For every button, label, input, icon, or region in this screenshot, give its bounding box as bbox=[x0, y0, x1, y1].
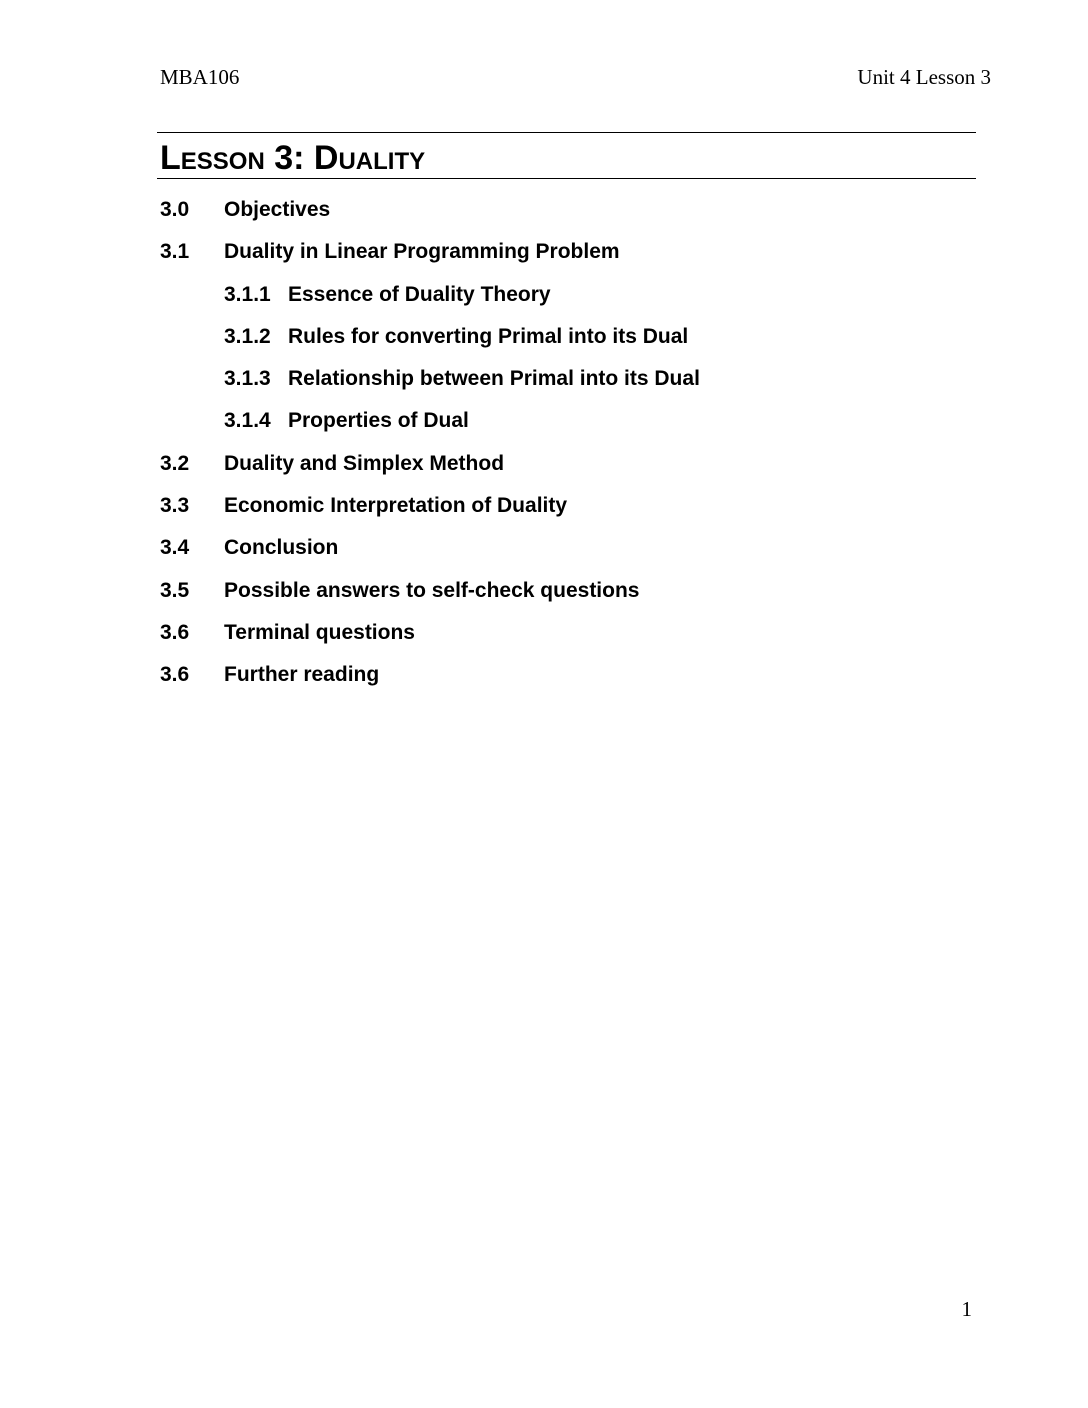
toc-item-label: Objectives bbox=[224, 198, 331, 221]
toc-item-label: Terminal questions bbox=[224, 620, 415, 644]
toc-item-number: 3.1.4 bbox=[224, 409, 271, 433]
title-bottom-rule bbox=[157, 178, 976, 179]
unit-lesson-label: Unit 4 Lesson 3 bbox=[857, 65, 991, 89]
toc-item-conclusion bbox=[160, 534, 960, 576]
toc-item-label: Rules for converting Primal into its Dual bbox=[288, 324, 689, 348]
toc-item-number: 3.1.1 bbox=[224, 282, 271, 306]
toc-item-terminal-questions bbox=[160, 619, 960, 661]
toc-item-label: Duality and Simplex Method bbox=[224, 451, 505, 475]
title-top-rule bbox=[157, 132, 976, 133]
toc-item-economic bbox=[160, 492, 960, 534]
toc-item-number: 3.5 bbox=[160, 578, 190, 602]
toc-item-number: 3.6 bbox=[160, 620, 190, 644]
toc-item-number: 3.1.2 bbox=[224, 324, 271, 348]
toc-item-number: 3.0 bbox=[160, 198, 190, 221]
page-number: 1 bbox=[961, 1297, 972, 1321]
toc-item-objectives bbox=[160, 196, 960, 238]
toc-item-number: 3.2 bbox=[160, 451, 190, 475]
toc-item-simplex bbox=[160, 450, 960, 492]
toc-subitem-relationship bbox=[160, 365, 960, 407]
toc-item-further-reading bbox=[160, 661, 960, 703]
toc-item-label: Further reading bbox=[224, 663, 380, 687]
toc-item-answers bbox=[160, 577, 960, 619]
page-title: Lesson 3: Duality bbox=[160, 139, 426, 177]
toc-item-number: 3.1.3 bbox=[224, 367, 271, 391]
toc-item-label: Duality in Linear Programming Problem bbox=[224, 240, 620, 264]
toc-item-label: Economic Interpretation of Duality bbox=[224, 494, 568, 518]
toc-subitem-essence bbox=[160, 281, 960, 323]
toc-subitem-rules bbox=[160, 323, 960, 365]
table-of-contents bbox=[160, 196, 960, 704]
toc-subitem-properties bbox=[160, 407, 960, 449]
toc-item-number: 3.1 bbox=[160, 240, 190, 264]
toc-item-label: Conclusion bbox=[224, 536, 339, 560]
toc-item-label: Essence of Duality Theory bbox=[288, 282, 551, 306]
toc-item-label: Relationship between Primal into its Dual bbox=[288, 367, 700, 391]
toc-item-number: 3.4 bbox=[160, 536, 190, 560]
course-code: MBA106 bbox=[160, 65, 240, 89]
toc-item-label: Properties of Dual bbox=[288, 409, 469, 433]
toc-item-number: 3.6 bbox=[160, 663, 190, 687]
toc-item-number: 3.3 bbox=[160, 494, 190, 518]
toc-item-duality-lpp bbox=[160, 238, 960, 280]
toc-item-label: Possible answers to self-check questions bbox=[224, 578, 640, 602]
